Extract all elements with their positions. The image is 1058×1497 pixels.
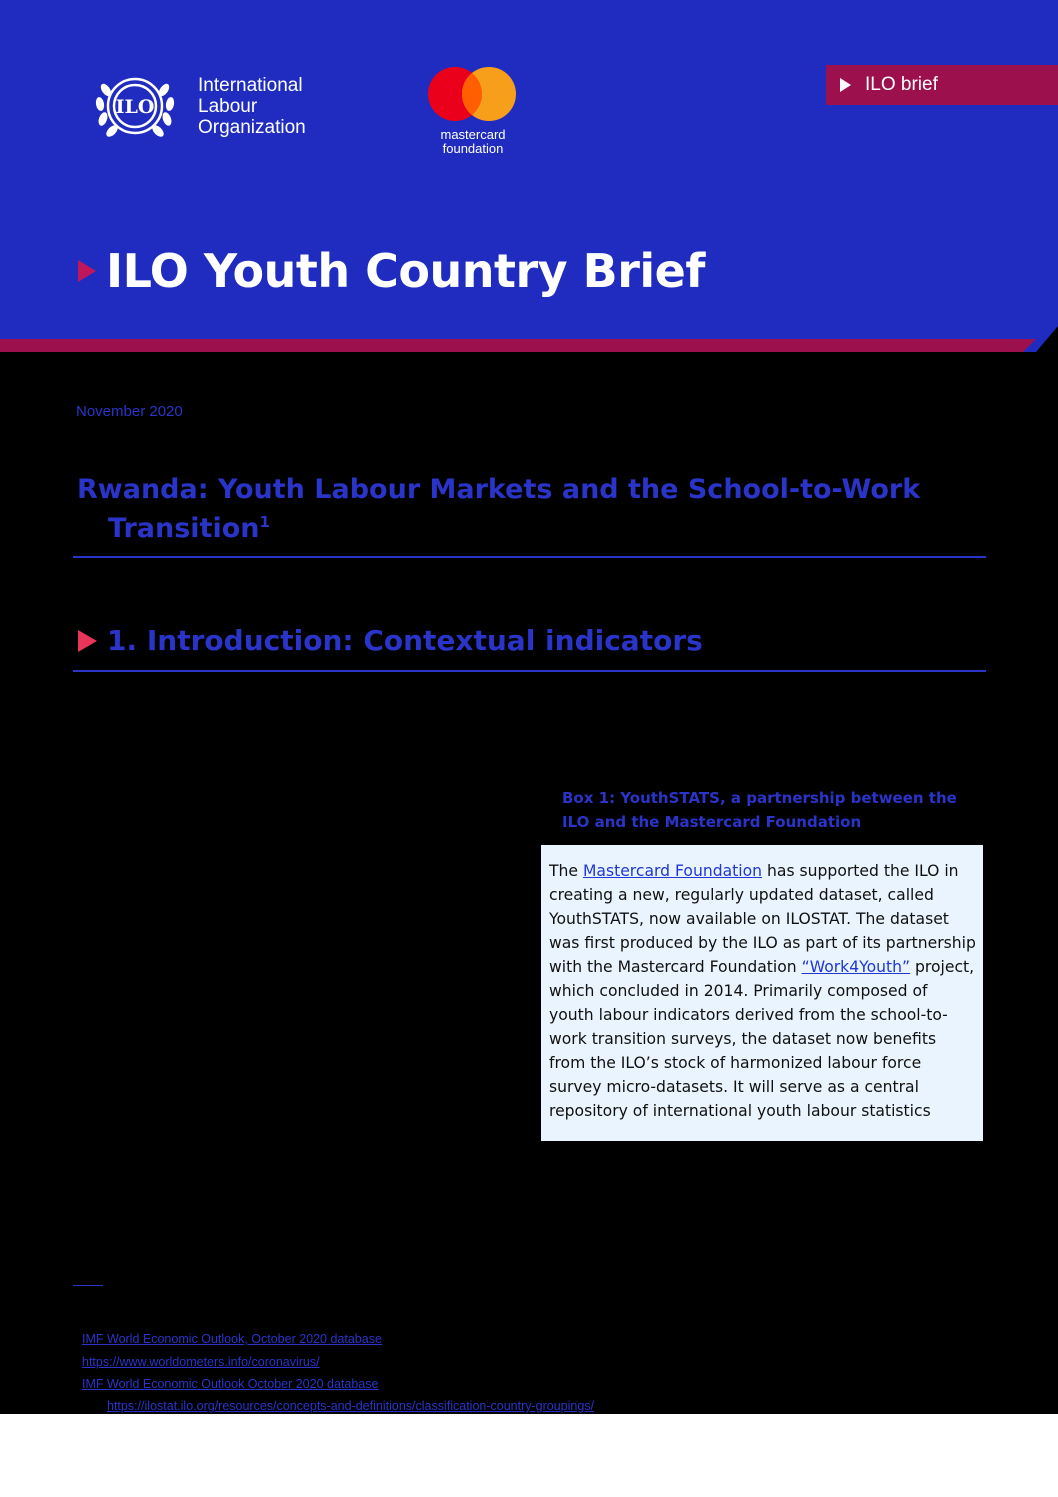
ilo-emblem-text: ILO xyxy=(115,96,155,118)
header-banner xyxy=(0,0,1058,352)
main-title-text: ILO Youth Country Brief xyxy=(106,244,705,298)
mastercard-wordmark xyxy=(426,128,520,156)
footnote-link[interactable]: https://ilostat.ilo.org/resources/concepts-and-definitions/classification-country-groupings/ xyxy=(107,1399,595,1413)
document-title-line1: Rwanda: Youth Labour Markets and the School-to-Work xyxy=(77,474,921,505)
document-title xyxy=(77,470,977,548)
mastercard-wordmark-line: mastercard xyxy=(440,127,506,142)
play-triangle-icon xyxy=(78,260,96,282)
mastercard-circles-icon xyxy=(426,66,520,122)
play-triangle-icon xyxy=(840,78,851,92)
header-stripe xyxy=(0,339,1058,352)
ilo-wordmark-line: International xyxy=(198,74,303,96)
box-text: The xyxy=(549,862,583,880)
ilo-logo xyxy=(88,66,306,146)
brief-tag-label: ILO brief xyxy=(865,74,938,95)
ilo-wordmark xyxy=(198,75,306,138)
section-divider xyxy=(73,670,986,672)
ilo-wordmark-line: Labour xyxy=(198,95,258,117)
title-divider xyxy=(73,556,986,558)
box-text: project, which concluded in 2014. Primarily composed of youth labour indicators derived from the school-to-work transition surveys, the dataset now benefits from the ILO’s stock of harmonized labour force survey micro-datasets. It will serve as a central repository of international youth labour statistics xyxy=(549,958,975,1120)
page-bottom-margin xyxy=(0,1414,1058,1497)
ilo-wordmark-line: Organization xyxy=(198,116,306,138)
mastercard-wordmark-line: foundation xyxy=(442,141,504,156)
section-heading-text: 1. Introduction: Contextual indicators xyxy=(107,624,703,657)
main-title xyxy=(78,244,705,298)
info-box xyxy=(541,845,983,1141)
publication-date: November 2020 xyxy=(76,403,183,420)
mastercard-foundation-link[interactable]: Mastercard Foundation xyxy=(582,862,763,880)
box-title: Box 1: YouthSTATS, a partnership between the ILO and the Mastercard Foundation xyxy=(562,789,957,831)
section-heading xyxy=(78,624,703,657)
ilo-emblem-icon xyxy=(88,66,182,146)
work4youth-link[interactable]: “Work4Youth” xyxy=(801,958,911,976)
play-triangle-icon xyxy=(78,630,97,652)
box-text: has supported the ILO in creating a new, regularly updated dataset, called YouthSTATS, now available on ILOSTAT. The dataset was first produced by the ILO as part of its partnership with the Mastercard Foundation xyxy=(549,862,976,976)
footnote-link[interactable]: IMF World Economic Outlook October 2020 database xyxy=(82,1377,379,1391)
mastercard-foundation-logo xyxy=(426,66,520,156)
document-title-line2: Transition xyxy=(108,513,260,544)
footnote-mark[interactable]: 1 xyxy=(259,513,270,531)
ilo-brief-tag xyxy=(826,65,1058,105)
footnote-link[interactable]: https://www.worldometers.info/coronavirus/ xyxy=(82,1355,320,1369)
footnote-rule xyxy=(73,1285,103,1286)
footnote-link[interactable]: IMF World Economic Outlook, October 2020 database xyxy=(82,1332,382,1346)
